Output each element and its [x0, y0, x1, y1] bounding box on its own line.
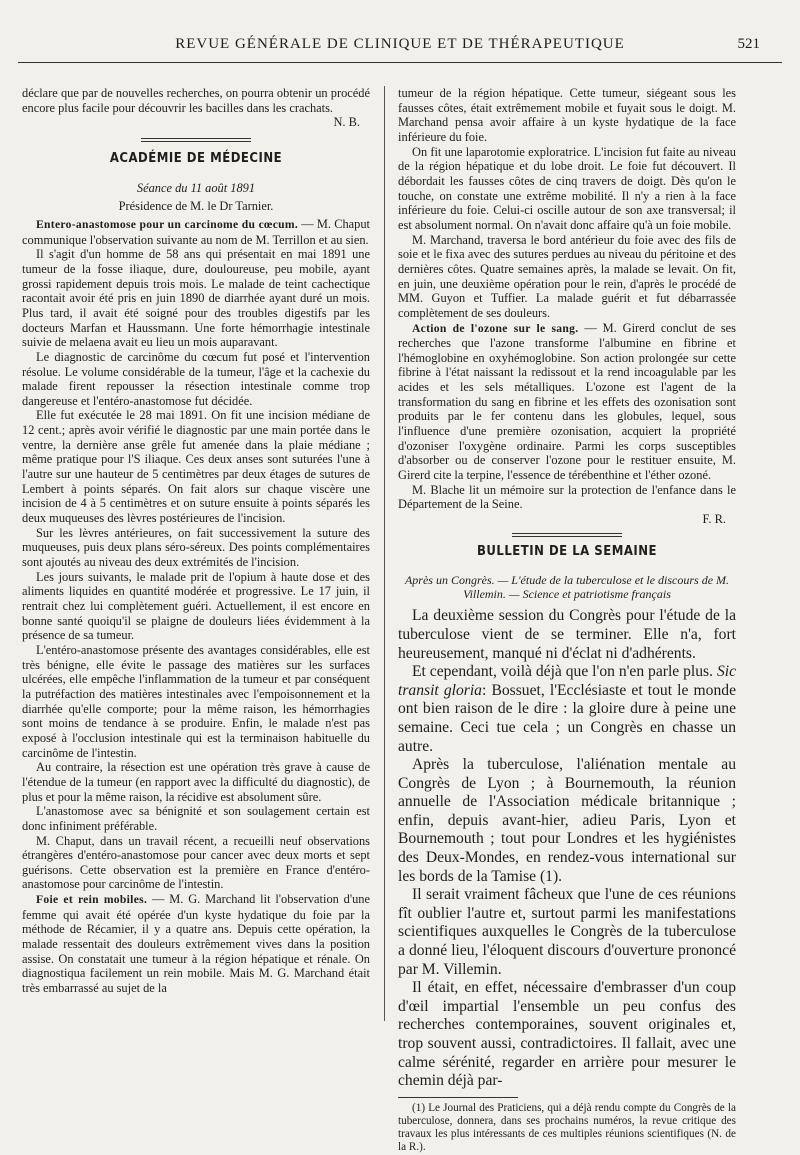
- lead-ozone: Action de l'ozone sur le sang.: [412, 321, 579, 335]
- right-column: [398, 86, 736, 1155]
- text-foie-rein: — M. G. Marchand lit l'observation d'une femme qui avait été opérée d'un kyste hydatique du foie par la méthode de Récamier, il y a quatre ans. Depuis cette opération, la malade ressentait des douleurs extrêmement vives dans la position assise. On constatait une tumeur à la région hépatique et rénale. On diagnostiqua facilement un rein mobile. Mais M. G. Marchand était très embarrassé au sujet de la: [22, 892, 371, 996]
- paragraph: L'anastomose avec sa bénignité et son soulagement certain est donc infiniment préférable.: [22, 804, 370, 833]
- paragraph: Sur les lèvres antérieures, on fait successivement la suture des muqueuses, puis deux plans séro-séreux. Des points complémentaires sont ajoutés au niveau des deux extrémités de l'incision.: [22, 525, 370, 570]
- seance-date: Séance du 11 août 1891: [136, 180, 256, 195]
- paragraph: tumeur de la région hépatique. Cette tumeur, siégeant sous les fausses côtes, était extrêmement mobile et fuyait sous le doigt. M. Marchand pensa avoir affaire à un kyste hydatique de la face inférieure du foie.: [398, 86, 736, 144]
- left-column: [22, 86, 370, 996]
- paragraph-ozone: [398, 321, 736, 483]
- text-ozone: — M. Girerd conclut de ses recherches que l'azone transforme l'albumine en fibrine et l'hémoglobine en oxyhémoglobine. Son action prolongée sur cette fibrine à l'état naissant la redissout et la rend incoagulable par les acides et les sels métalliques. L'ozone est l'agent de la transformation du sang en fibrine et les effets des ozonisation sont produits par le fer contenu dans les globules, lequel, sous l'influence d'une première ozonisation, acquiert la propriété d'ozoniser l'oxygène ordinaire. Parmi les corps susceptibles d'absorber ou de conserver l'ozone pour le restituer ensuite, M. Girerd cite la terpine, l'essence de térébenthine et l'éther ozoné.: [398, 320, 736, 483]
- latin-phrase: Sic transit gloria: [398, 663, 737, 699]
- bulletin-paragraph: La deuxième session du Congrès pour l'étude de la tuberculose vient de se terminer. Elle n'a, fort heureusement, manqué ni d'éclat ni d'adhérents.: [398, 607, 736, 662]
- journal-title: REVUE GÉNÉRALE DE CLINIQUE ET DE THÉRAPEUTIQUE: [175, 36, 625, 52]
- column-divider: [384, 86, 385, 1021]
- text-blache: M. Blache lit un mémoire sur la protection de l'enfance dans le Département de la Seine.: [398, 482, 736, 512]
- paragraph: Il s'agit d'un homme de 58 ans qui présentait en mai 1891 une tumeur de la fosse iliaque, dure, douloureuse, peu mobile, ayant grossi rapidement depuis trois mois. Le malade de teint cachectique racontait avoir été pris en juin 1890 de diarrhée ayant duré un mois. Plus tard, il avait été soigné pour des troubles digestifs par les docteurs Marfan et Haussmann. Une forte hémorrhagie intestinale suivie de melaena avait eu lieu un mois auparavant.: [22, 247, 370, 350]
- intro-paragraph: déclare que par de nouvelles recherches, on pourra obtenir un procédé encore plus facile pour découvrir les bacilles dans les crachats.: [22, 86, 370, 115]
- running-header: [0, 34, 800, 60]
- bulletin-paragraph: Il serait vraiment fâcheux que l'une de ces réunions fît oublier l'autre et, surtout parmi les manifestations scientifiques auxquelles le Congrès de la tuberculose a donné lieu, l'éloquent discours d'ouverture prononcé par M. Villemin.: [398, 886, 736, 978]
- footnote: (1) Le Journal des Praticiens, qui a déjà rendu compte du Congrès de la tuberculose, donnera, dans ses prochains numéros, la revue critique des travaux les plus intéressants de ces multiples réunions scientifiques (N. de la R.).: [398, 1101, 736, 1154]
- paragraph: Le diagnostic de carcinôme du cœcum fut posé et l'intervention résolue. Le volume considérable de la tumeur, l'âge et la cachexie du malade firent repousser la résection intestinale comme trop dangereuse et l'entéro-anastomose fut décidée.: [22, 349, 370, 408]
- page-number: 521: [737, 36, 760, 52]
- intro-signature: N. B.: [333, 115, 360, 130]
- paragraph: M. Marchand, traversa le bord antérieur du foie avec des fils de soie et le fixa avec des sutures perdues au niveau du péritoine et des dernières côtes. Quatre semaines après, la malade se levait. On fit, en juin, une deuxième opération pour le rein, d'après le procédé de MM. Guyon et Tuffier. La malade guérit et fut débarrassée complètement de ses douleurs.: [398, 232, 736, 320]
- paragraph: On fit une laparotomie exploratrice. L'incision fut faite au niveau de la région hépatique et du lobe droit. Le foie fut découvert. Il débordait les fausses côtes de cinq travers de doigt. Dès qu'on le touche, on constate une extrême mobilité. Il n'y a rien à la face inférieure du foie. Celui-ci oscille autour de son axe transversal; il est absolument normal. On n'avait donc affaire qu'à un foie mobile.: [398, 144, 736, 232]
- bulletin-subtitle: Après un Congrès. — L'étude de la tuberculose et le discours de M. Villemin. — Science et patriotisme français: [404, 573, 730, 602]
- bulletin-paragraph: [398, 663, 736, 756]
- paragraph: M. Chaput, dans un travail récent, a recueilli neuf observations étrangères d'entéro-anastomose pour cancer avec deux morts et sept guérisons. Cette observation est la première en France d'entéro-anastomose pour carcinôme de l'intestin.: [22, 833, 370, 892]
- lead-entero-anastomose: Entero-anastomose pour un carcinome du cœcum.: [36, 217, 299, 231]
- footnote-rule: [398, 1097, 518, 1098]
- signature-fr: F. R.: [702, 512, 726, 527]
- text-entero-anastomose: — M. Chaput communique l'observation suivante au nom de M. Terrillon et au sien.: [22, 216, 370, 247]
- paragraph: Au contraire, la résection est une opération très grave à cause de l'étendue de la tumeur (en rapport avec la difficulté du diagnostic), de plus et pour la même raison, la récidive est absolument sûre.: [22, 760, 370, 804]
- academy-heading: ACADÉMIE DE MÉDECINE: [109, 150, 283, 166]
- text: : Bossuet, l'Ecclésiaste et tout le monde ont bien raison de le dire : la gloire dure à peine une semaine. Ceci tue cela ; un Congrès en chasse un autre.: [398, 681, 736, 755]
- paragraph-blache: [398, 483, 736, 512]
- paragraph-foie-rein: [22, 892, 370, 996]
- paragraph-entero-anastomose: [22, 217, 370, 247]
- paragraph: L'entéro-anastomose présente des avantages considérables, elle est très bénigne, elle évite le passage des matières sur les surfaces ulcérées, elle empêche l'inflammation de la tumeur et par conséquent la putréfaction des matières intestinales avec l'empoisonnement et la diarrhée qu'elle comporte; pour la même raison, les hémorrhagies sont moins de tendance à se produire. Enfin, le malade n'est pas exposé à l'occlusion intestinale qui est la terminaison habituelle du carcinôme de l'intestin.: [22, 642, 370, 760]
- lead-foie-rein: Foie et rein mobiles.: [36, 893, 148, 907]
- bulletin-paragraph: Après la tuberculose, l'aliénation mentale au Congrès de Lyon ; à Bournemouth, la réunion annuelle de l'Association médicale britannique ; enfin, depuis avant-hier, adieu Paris, Lyon et Bournemouth ; tout pour Londres et les hygiénistes des Deux-Mondes, en rendez-vous international sur les bords de la Tamise (1).: [398, 756, 736, 885]
- paragraph: Elle fut exécutée le 28 mai 1891. On fit une incision médiane de 12 cent.; après avoir vérifié le diagnostic par une main portée dans le ventre, la dernière anse grêle fut amenée dans la plaie médiane ; même pratique pour l'S iliaque. Ces deux anses sont suturées l'une à l'autre sur une hauteur de 5 centimètres par deux étages de sutures de Lembert à points séparés. On fait alors sur chaque viscère une incision de 4 à 5 centimètres et on suture ensuite à points séparés les deux muqueuses des lèvres postérieures de l'incision.: [22, 408, 370, 526]
- paragraph: Les jours suivants, le malade prit de l'opium à haute dose et des aliments liquides en quantité modérée et progressive. Le 17 juin, il rentrait chez lui complètement guéri. Actuellement, il est encore en bonne santé quoiqu'il se plaigne de douleurs liées évidemment à la présence de sa tumeur.: [22, 569, 370, 643]
- bulletin-heading: BULLETIN DE LA SEMAINE: [476, 543, 658, 559]
- header-rule: [18, 62, 782, 63]
- bulletin-paragraph: Il était, en effet, nécessaire d'embrasser d'un coup d'œil impartial l'ensemble un peu confus des recherches contemporaines, souvent originales et, trop souvent aussi, contradictoires. Il fallait, avec une calme sérénité, regarder en arrière pour mesurer le chemin déjà par-: [398, 979, 736, 1090]
- text: Et cependant, voilà déjà que l'on n'en parle plus.: [412, 663, 714, 681]
- presidence: Présidence de M. le Dr Tarnier.: [118, 199, 274, 214]
